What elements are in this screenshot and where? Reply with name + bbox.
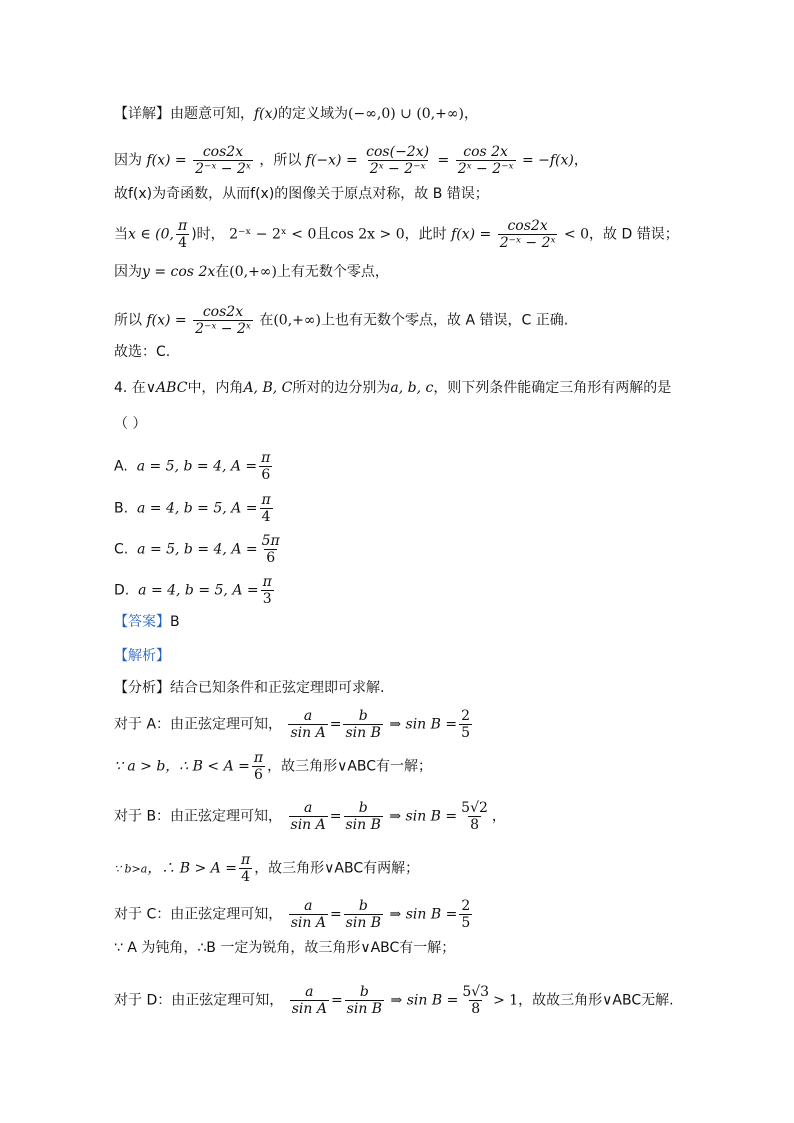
- math-expr: y = cos 2x: [142, 264, 216, 280]
- text: ，故 D 错误；: [589, 226, 679, 243]
- numerator: cos2x: [202, 144, 244, 160]
- option-expr: a = 5, b = 4, A =: [136, 458, 258, 475]
- math-domain: (−∞,0) ∪ (0,+∞): [348, 106, 464, 122]
- math-sides: a, b, c: [390, 380, 434, 396]
- denominator: 5: [461, 915, 471, 931]
- math-expr: 2⁻ˣ − 2ˣ < 0: [229, 226, 317, 243]
- answer-paren: （ ）: [114, 416, 147, 432]
- numerator: b: [358, 800, 368, 816]
- text: ，故三角形∨ABC有一解；: [267, 758, 433, 775]
- math-expr: ，∴ B > A =: [147, 860, 237, 877]
- denominator: 8: [471, 1001, 481, 1017]
- fraction: [259, 450, 272, 483]
- equals: =: [329, 716, 342, 733]
- denominator: 8: [470, 817, 479, 833]
- fraction: [456, 144, 516, 177]
- fraction: [343, 708, 382, 741]
- text: 对于 D：由正弦定理可知，: [114, 992, 284, 1009]
- option-c: [114, 533, 284, 566]
- denominator: 6: [254, 767, 263, 783]
- text: ，故三角形∨ABC有两解；: [254, 860, 420, 877]
- denominator: sin A: [290, 915, 326, 931]
- math-f-neg-x: f(−x) =: [305, 152, 358, 169]
- text: 所以: [114, 312, 142, 329]
- text: ，此时: [404, 226, 447, 243]
- numerator: 5√3: [462, 984, 490, 1000]
- text: 当: [114, 226, 128, 243]
- fraction: [344, 800, 383, 833]
- text: )时，: [191, 226, 225, 243]
- fraction: [288, 708, 327, 741]
- text: 因为: [114, 152, 142, 169]
- detail-b-line: [114, 800, 506, 833]
- numerator: a: [304, 898, 313, 914]
- denominator: 2⁻ˣ − 2ˣ: [195, 321, 251, 337]
- fraction: [459, 800, 490, 833]
- equals: =: [330, 992, 343, 1009]
- fraction: [260, 533, 282, 566]
- reason-c-line: ∵ A 为钝角，∴B 一定为锐角，故三角形∨ABC有一解；: [114, 940, 456, 956]
- numerator: a: [305, 984, 314, 1000]
- math-expr: ∵ a > b: [114, 758, 166, 775]
- analysis-subtag: 【分析】: [114, 680, 170, 696]
- option-label: C.: [114, 541, 129, 558]
- fraction: [459, 898, 472, 931]
- detail-tag: 【详解】: [114, 106, 170, 122]
- numerator: cos(−2x): [366, 144, 430, 160]
- analysis-text: 结合已知条件和正弦定理即可求解.: [170, 680, 385, 696]
- detail-c-line: [114, 898, 474, 931]
- denominator: 4: [241, 869, 251, 885]
- numerator: π: [262, 574, 272, 590]
- denominator: sin B: [345, 725, 381, 741]
- option-expr: a = 4, b = 5, A =: [138, 582, 259, 599]
- odd-function-derivation: [114, 144, 588, 177]
- denominator: 3: [262, 591, 272, 607]
- text: ，: [491, 808, 506, 825]
- math-triangle: ∨ABC: [145, 380, 188, 396]
- detail-a-line: [114, 708, 474, 741]
- math-expr: cos 2x > 0: [330, 226, 405, 243]
- math-tail: = −f(x): [521, 152, 574, 169]
- math-implies: ⇒ sin B =: [389, 808, 458, 825]
- fraction: [252, 750, 265, 783]
- math-interval: x ∈ (0,: [128, 226, 174, 243]
- denominator: sin B: [345, 915, 382, 931]
- sign-analysis-line: [114, 218, 679, 251]
- math-implies: ⇒ sin B =: [390, 992, 459, 1009]
- fraction: [261, 574, 274, 607]
- analysis-tag: 【解析】: [114, 648, 170, 664]
- math-expr: ∵ b>a: [114, 862, 148, 876]
- question-4-stem: [114, 378, 671, 398]
- fraction: [460, 984, 491, 1017]
- fraction: [193, 144, 253, 177]
- text: 由题意可知，: [170, 106, 254, 122]
- denominator: sin A: [290, 725, 326, 741]
- text: 且: [316, 226, 331, 243]
- denominator: 2ˣ − 2⁻ˣ: [369, 161, 426, 177]
- math-fx: f(x) =: [451, 226, 492, 243]
- numerator: b: [358, 708, 368, 724]
- text: 对于 A：由正弦定理可知，: [114, 716, 283, 733]
- option-label: B.: [114, 500, 129, 517]
- denominator: 6: [261, 467, 271, 483]
- denominator: 4: [261, 509, 271, 525]
- fraction: [239, 852, 252, 885]
- numerator: a: [303, 800, 313, 816]
- numerator: 5π: [261, 533, 280, 549]
- denominator: sin A: [291, 1001, 327, 1017]
- option-b: [114, 492, 275, 525]
- text: 所对的边分别为: [292, 380, 391, 396]
- denominator: 6: [266, 550, 276, 566]
- text: 在: [215, 264, 230, 280]
- numerator: cos2x: [507, 218, 548, 234]
- text: 上也有无数个零点，故 A 错误，C 正确.: [321, 312, 569, 329]
- text: ，故故三角形∨ABC无解.: [518, 992, 674, 1009]
- text: ，: [573, 152, 588, 169]
- math-implies: ⇒ sin B =: [389, 716, 458, 733]
- answer-tag: 【答案】: [114, 614, 170, 630]
- text: 因为: [114, 264, 142, 280]
- fraction: [193, 304, 253, 337]
- fraction: [345, 984, 384, 1017]
- numerator: b: [358, 898, 368, 914]
- numerator: a: [303, 708, 313, 724]
- odd-function-conclusion: 故f(x)为奇函数，从而f(x)的图像关于原点对称，故 B 错误；: [114, 186, 489, 202]
- answer-line: [114, 612, 180, 632]
- denominator: 4: [178, 235, 188, 251]
- numerator: 2: [461, 708, 471, 724]
- denominator: 5: [461, 725, 471, 741]
- text: 的定义域为: [278, 106, 349, 122]
- reason-a-line: [114, 750, 432, 783]
- denominator: 2⁻ˣ − 2ˣ: [499, 235, 556, 251]
- equals: =: [437, 152, 450, 169]
- denominator: sin B: [346, 1001, 383, 1017]
- option-label: A.: [114, 458, 128, 475]
- option-expr: a = 5, b = 4, A =: [137, 541, 258, 558]
- denominator: sin A: [290, 817, 326, 833]
- text: ，所以: [259, 152, 302, 169]
- choice-line: 故选：C.: [114, 344, 171, 360]
- numerator: π: [253, 750, 264, 766]
- text: 对于 C：由正弦定理可知，: [114, 906, 283, 923]
- math-fx: f(x) =: [146, 312, 187, 329]
- math-implies: ⇒ sin B =: [389, 906, 458, 923]
- text: 4. 在: [114, 380, 146, 396]
- numerator: π: [261, 492, 271, 508]
- math-interval: (0,+∞): [273, 312, 322, 329]
- option-d: [114, 574, 276, 607]
- detail-domain-line: [114, 104, 478, 124]
- numerator: cos 2x: [463, 144, 508, 160]
- denominator: 2ˣ − 2⁻ˣ: [457, 161, 514, 177]
- fraction: [344, 898, 383, 931]
- zeros-conclusion-line: [114, 304, 568, 337]
- denominator: 2⁻ˣ − 2ˣ: [195, 161, 251, 177]
- fraction: [289, 898, 328, 931]
- math-angles: A, B, C: [243, 380, 293, 396]
- fraction: [364, 144, 431, 177]
- numerator: π: [177, 218, 188, 234]
- numerator: π: [261, 450, 271, 466]
- numerator: 2: [461, 898, 471, 914]
- option-expr: a = 4, b = 5, A =: [136, 500, 258, 517]
- fraction: [290, 984, 329, 1017]
- math-fx: f(x) =: [146, 152, 187, 169]
- equals: =: [329, 808, 342, 825]
- fraction: [459, 708, 472, 741]
- numerator: cos2x: [202, 304, 244, 320]
- equals: =: [329, 906, 342, 923]
- numerator: b: [359, 984, 369, 1000]
- math-expr: < 0: [563, 226, 590, 243]
- reason-b-line: [114, 852, 419, 885]
- fraction: [259, 492, 272, 525]
- math-interval: (0,+∞): [229, 264, 277, 280]
- numerator: π: [240, 852, 251, 868]
- numerator: 5√2: [461, 800, 488, 816]
- math-expr: > 1: [493, 992, 519, 1009]
- text: 对于 B：由正弦定理可知，: [114, 808, 283, 825]
- zeros-line: [114, 262, 389, 282]
- answer-value: B: [170, 614, 180, 630]
- option-label: D.: [114, 582, 130, 599]
- fraction: [176, 218, 189, 251]
- text: ，: [464, 106, 478, 122]
- math-f: f(x): [254, 106, 279, 122]
- fraction: [498, 218, 558, 251]
- fraction: [289, 800, 328, 833]
- text: 上有无数个零点，: [276, 264, 389, 280]
- detail-d-line: [114, 984, 674, 1017]
- denominator: sin B: [345, 817, 381, 833]
- analysis-line: [114, 678, 384, 698]
- math-expr: ，∴ B < A =: [165, 758, 250, 775]
- text: 中，内角: [187, 380, 244, 396]
- text: ，则下列条件能确定三角形有两解的是: [433, 380, 672, 396]
- text: 在: [259, 312, 274, 329]
- option-a: [114, 450, 274, 483]
